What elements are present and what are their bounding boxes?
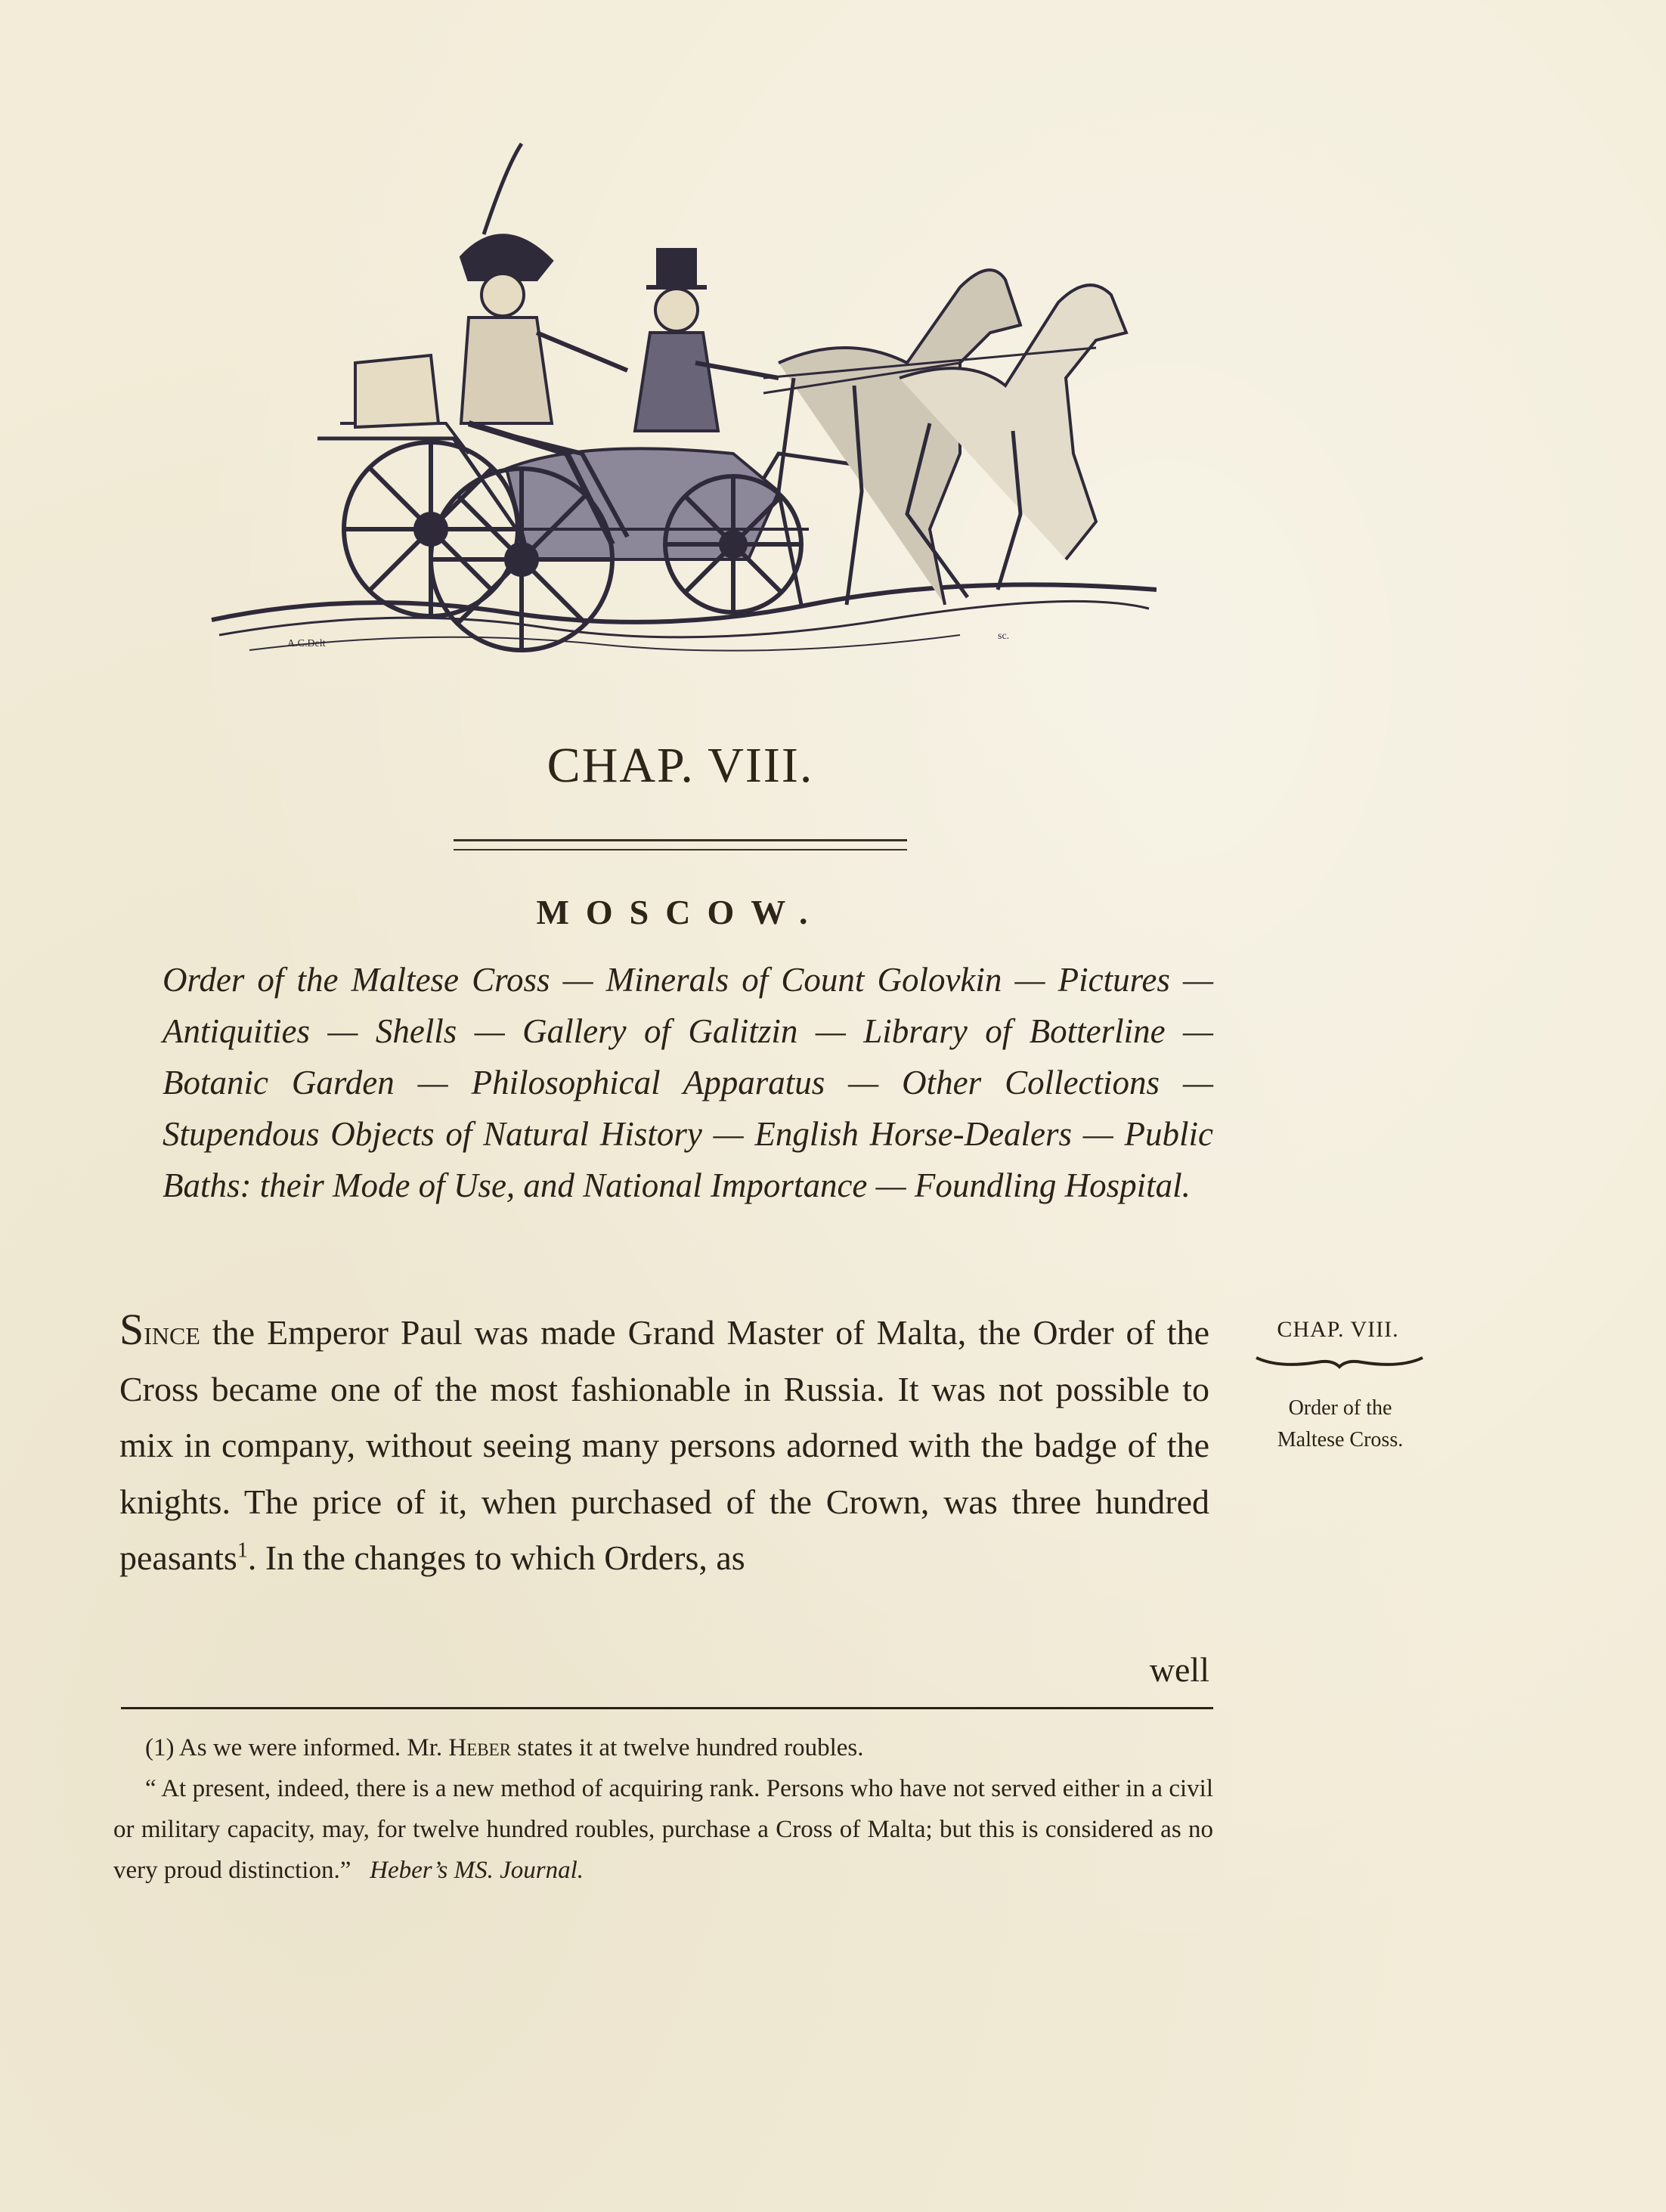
margin-chapter-label: CHAP. VIII.	[1277, 1317, 1399, 1342]
double-rule	[454, 839, 907, 850]
footnote-2-source: Heber’s MS. Journal.	[370, 1857, 584, 1884]
footnote-ref: 1	[237, 1538, 248, 1563]
catchword: well	[1149, 1650, 1209, 1689]
engraver-credit-left: A.C.Delt	[287, 638, 326, 649]
margin-note-line-2: Maltese Cross.	[1277, 1428, 1404, 1451]
footnotes	[113, 1727, 1213, 1891]
chapter-synopsis: Order of the Maltese Cross — Minerals of Count Golovkin — Pictures — Antiquities — Shells — Gallery of Galitzin — Library of Botterline — Botanic Garden — Philosophical Apparatus — Other Collections — Stupendous Objects of Natural History — English Horse-Dealers — Public Baths: their Mode of Use, and National Importance — Foundling Hospital.	[163, 961, 1213, 1204]
footnote-rule	[121, 1707, 1213, 1709]
margin-note-line-1: Order of the	[1288, 1396, 1392, 1420]
footnote-1-text-b: states it at twelve hundred roubles.	[511, 1734, 864, 1761]
engraver-credit-right: sc.	[998, 630, 1010, 642]
first-word-rest: ince	[144, 1313, 200, 1352]
section-title: MOSCOW.	[536, 893, 825, 931]
chapter-title: CHAP. VIII.	[547, 738, 814, 793]
footnote-1-name: Heber	[448, 1734, 512, 1761]
body-text-part-2: . In the changes to which Orders, as	[247, 1538, 745, 1577]
margin-ornament	[1249, 1352, 1430, 1374]
horses-figure	[763, 270, 1126, 605]
coachman-figure	[635, 249, 779, 431]
footnote-2	[113, 1768, 1213, 1891]
body-paragraph	[119, 1302, 1209, 1587]
footnote-1-marker: (1)	[145, 1734, 175, 1761]
footnote-2-text: “ At present, indeed, there is a new method of acquiring rank. Persons who have not served either in a civil or military capacity, may, for twelve hundred roubles, purchase a Cross of Malta; but this is considered as no very proud distinction.”	[113, 1775, 1213, 1884]
footnote-1	[113, 1727, 1213, 1768]
footnote-1-text-a: As we were informed. Mr.	[174, 1734, 449, 1761]
drop-cap: S	[119, 1305, 144, 1354]
margin-note	[1246, 1393, 1435, 1456]
engraving-illustration	[204, 136, 1157, 696]
body-text-part-1: the Emperor Paul was made Grand Master of Malta, the Order of the Cross became one of the most fashionable in Russia. It was not possible to mix in company, without seeing many persons adorned with the badge of the knights. The price of it, when purchased of the Crown, was three hundred peasants	[119, 1313, 1209, 1577]
